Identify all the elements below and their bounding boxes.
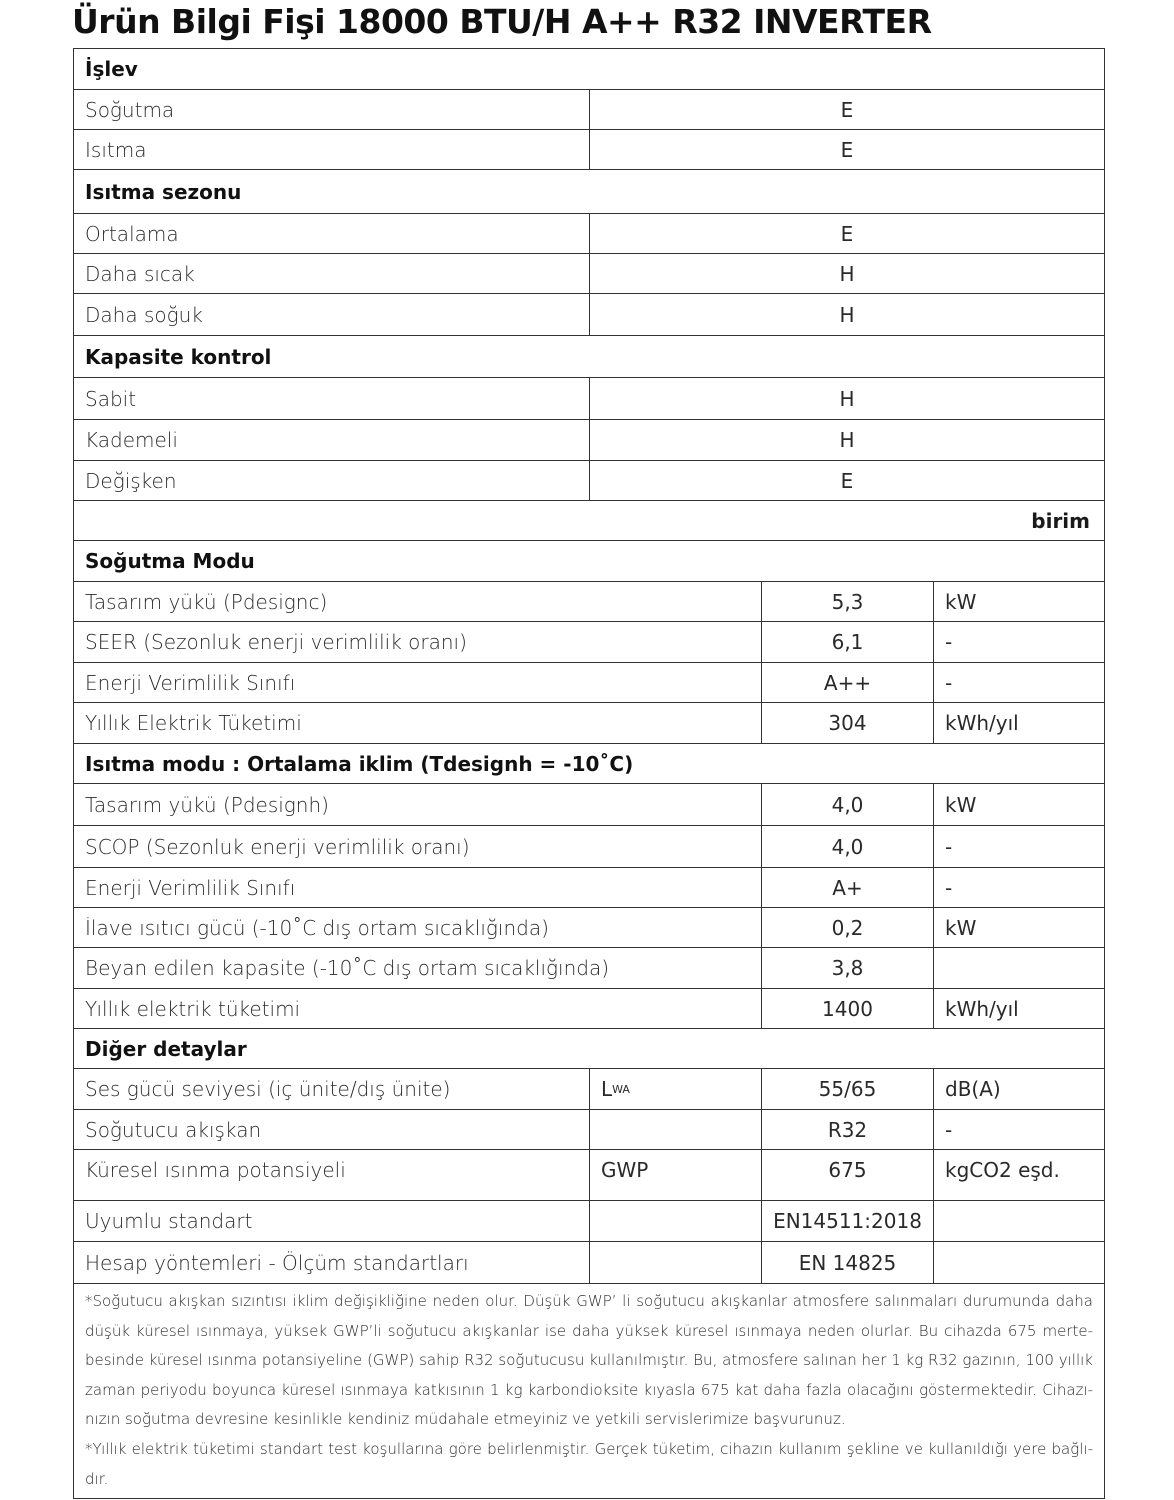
row-value: E — [589, 461, 1104, 500]
row-symbol — [589, 1069, 761, 1109]
row-label: Soğutucu akışkan — [85, 1117, 262, 1142]
table-row — [74, 989, 1104, 1029]
row-unit: dB(A) — [933, 1069, 1104, 1109]
section-header-sogutma-modu — [74, 541, 1104, 582]
section-title: Isıtma modu : Ortalama iklim (Tdesignh = -10˚C) — [85, 751, 634, 776]
section-header-islev — [74, 49, 1104, 90]
footnote-refrigerant: *Soğutucu akışkan sızıntısı iklim değişikliğine neden olur. Düşük GWP’ li soğutucu akışkanlar atmosfere salınmaları durumunda daha düşük küresel ısınmaya, yüksek GWP’li soğutucu akışkanlar ise daha yüksek küresel ısınmaya neden olurlar. Bu cihazda 675 merte-besinde küresel ısınma potansiyeline (GWP) sahip R32 soğutucusu kullanılmıştır. Bu, atmosfere salınan her 1 kg R32 gazının, 100 yıllık zaman periyodu boyunca küresel ısınmaya katkısının 1 kg karbondioksite kıyasla 675 kat daha fazla olacağını göstermektedir. Cihazı-nızın soğutma devresine kesinlikle kendiniz müdahale etmeyiniz ve yetkili servislerimize başvurunuz. — [85, 1292, 1093, 1429]
table-row — [74, 294, 1104, 336]
row-value: 55/65 — [761, 1069, 933, 1109]
row-label: Hesap yöntemleri - Ölçüm standartları — [85, 1250, 469, 1275]
table-row — [74, 1201, 1104, 1242]
row-value: 304 — [761, 703, 933, 743]
section-header-isitma-sezonu — [74, 170, 1104, 214]
row-unit — [933, 1201, 1104, 1241]
row-label: Yıllık Elektrik Tüketimi — [85, 711, 302, 735]
table-row — [74, 622, 1104, 663]
table-row — [74, 1242, 1104, 1284]
table-row — [74, 703, 1104, 744]
table-row — [74, 420, 1104, 461]
table-row — [74, 868, 1104, 908]
row-label: Küresel ısınma potansiyeli — [85, 1158, 346, 1182]
row-label: Sabit — [85, 386, 137, 411]
section-title: Soğutma Modu — [85, 549, 255, 573]
row-unit: - — [933, 663, 1104, 702]
section-header-kapasite-kontrol — [74, 336, 1104, 378]
row-unit — [933, 1242, 1104, 1283]
unit-header-row — [74, 501, 1104, 541]
row-label: Isıtma — [85, 137, 147, 162]
row-unit: kWh/yıl — [933, 989, 1104, 1028]
row-label: Ses gücü seviyesi (iç ünite/dış ünite) — [85, 1077, 451, 1101]
section-title: İşlev — [85, 57, 138, 81]
row-unit: kWh/yıl — [933, 703, 1104, 743]
row-value: H — [589, 378, 1104, 419]
section-title: Isıtma sezonu — [85, 179, 242, 204]
row-value: 0,2 — [761, 908, 933, 947]
table-row — [74, 461, 1104, 501]
row-symbol: GWP — [589, 1150, 761, 1200]
product-info-sheet — [73, 48, 1105, 1499]
table-row — [74, 908, 1104, 948]
row-value: H — [589, 254, 1104, 293]
table-row — [74, 582, 1104, 622]
row-value: EN 14825 — [761, 1242, 933, 1283]
row-value: 1400 — [761, 989, 933, 1028]
row-value: 6,1 — [761, 622, 933, 662]
table-row — [74, 130, 1104, 170]
table-row — [74, 826, 1104, 868]
symbol-subscript: WA — [612, 1082, 630, 1096]
footnote-consumption: *Yıllık elektrik tüketimi standart test koşullarına göre belirlenmiştir. Gerçek tüketim, cihazın kullanım şekline ve kullanıldığı yere bağlı-dır. — [85, 1439, 1093, 1488]
row-value: H — [589, 294, 1104, 335]
row-label: Uyumlu standart — [85, 1209, 253, 1233]
row-value: A+ — [761, 868, 933, 907]
row-label: SEER (Sezonluk enerji verimlilik oranı) — [85, 630, 467, 654]
table-row — [74, 1069, 1104, 1110]
row-unit — [933, 948, 1104, 988]
section-header-diger-detaylar — [74, 1029, 1104, 1069]
row-label: Enerji Verimlilik Sınıfı — [85, 875, 296, 900]
row-label: Daha soğuk — [85, 302, 203, 327]
row-unit: - — [933, 826, 1104, 867]
row-value: R32 — [761, 1110, 933, 1149]
row-label: SCOP (Sezonluk enerji verimlilik oranı) — [85, 834, 470, 859]
row-value: 3,8 — [761, 948, 933, 988]
row-symbol — [589, 1201, 761, 1241]
row-value: EN14511:2018 — [761, 1201, 933, 1241]
section-title: Kapasite kontrol — [85, 344, 272, 369]
table-row — [74, 663, 1104, 703]
page-title: Ürün Bilgi Fişi 18000 BTU/H A++ R32 INVERTER — [72, 2, 932, 41]
row-value: E — [589, 214, 1104, 253]
row-value: E — [589, 90, 1104, 129]
row-unit: - — [933, 622, 1104, 662]
row-value: E — [589, 130, 1104, 169]
table-row — [74, 214, 1104, 254]
symbol-text: L — [601, 1077, 613, 1101]
row-label: Değişken — [85, 468, 177, 493]
row-value: A++ — [761, 663, 933, 702]
row-label: Soğutma — [85, 97, 175, 122]
row-value: H — [589, 420, 1104, 460]
row-label: Kademeli — [85, 428, 178, 452]
row-value: 675 — [761, 1150, 933, 1200]
row-label: Tasarım yükü (Pdesignh) — [85, 792, 329, 817]
row-label: Enerji Verimlilik Sınıfı — [85, 670, 296, 695]
row-unit: - — [933, 1110, 1104, 1149]
footnotes — [85, 1287, 1093, 1494]
table-row — [74, 254, 1104, 294]
row-label: Yıllık elektrik tüketimi — [85, 996, 301, 1021]
row-symbol — [589, 1242, 761, 1283]
row-label: Ortalama — [85, 221, 179, 246]
table-row — [74, 784, 1104, 826]
table-row — [74, 948, 1104, 989]
table-row — [74, 90, 1104, 130]
row-unit: kgCO2 eşd. — [933, 1150, 1104, 1200]
row-unit: kW — [933, 784, 1104, 825]
table-row — [74, 1150, 1104, 1201]
table-row — [74, 378, 1104, 420]
row-value: 4,0 — [761, 784, 933, 825]
unit-column-label: birim — [1031, 508, 1090, 533]
row-value: 5,3 — [761, 582, 933, 621]
row-unit: kW — [933, 582, 1104, 621]
row-symbol — [589, 1110, 761, 1149]
section-header-isitma-modu — [74, 744, 1104, 784]
row-label: Tasarım yükü (Pdesignc) — [85, 589, 328, 614]
row-unit: - — [933, 868, 1104, 907]
row-label: Beyan edilen kapasite (-10˚C dış ortam sıcaklığında) — [85, 956, 610, 980]
row-label: İlave ısıtıcı gücü (-10˚C dış ortam sıcaklığında) — [85, 915, 549, 940]
row-value: 4,0 — [761, 826, 933, 867]
section-title: Diğer detaylar — [85, 1036, 247, 1061]
table-row — [74, 1110, 1104, 1150]
row-unit: kW — [933, 908, 1104, 947]
row-label: Daha sıcak — [85, 261, 195, 286]
